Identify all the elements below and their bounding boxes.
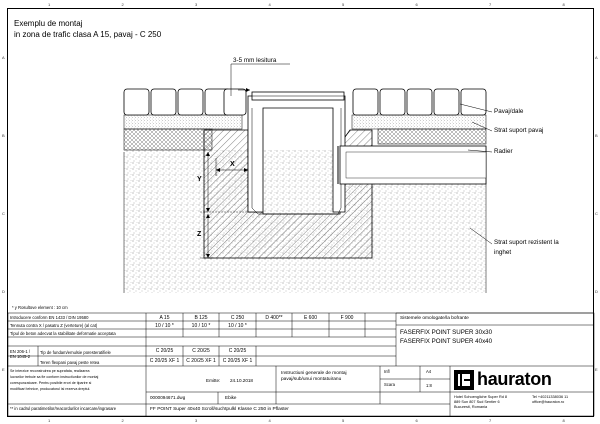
left-tick-B: B bbox=[2, 133, 5, 138]
top-tick-7: 7 bbox=[489, 2, 492, 7]
format-label: Infl bbox=[384, 369, 390, 374]
top-tick-1: 1 bbox=[48, 2, 51, 7]
top-tick-2: 2 bbox=[121, 2, 124, 7]
top-tick-6: 6 bbox=[415, 2, 418, 7]
emitted-date: 24.10.2018 bbox=[230, 378, 253, 383]
drawing-footnote: * y Rosultove element : 10 cm bbox=[12, 305, 68, 310]
left-tick-E: E bbox=[2, 367, 5, 372]
product-line1: FASERFIX POINT SUPER 30x30 bbox=[400, 329, 493, 336]
legal-note-0: Se interzice reconstruirea pe suprafata, realizarea bbox=[10, 369, 90, 373]
class-5: F 900 bbox=[340, 315, 354, 321]
bottom-caption: FF POINT Super 40x40 Scroll/suchtpulkl Klasse C 250 in Pflaster bbox=[150, 407, 289, 412]
row4-value-0: C 20/25 bbox=[155, 348, 174, 354]
callout-pavaj: Pavaj/dale bbox=[494, 108, 524, 115]
scale-label: Scara bbox=[384, 382, 395, 387]
instructions-line1: Instructiuni generale de montaj bbox=[281, 371, 347, 376]
bottom-tick-2: 2 bbox=[121, 418, 124, 423]
row5-value-2: C 20/25 XF 1 bbox=[222, 358, 253, 364]
row4-label: Tip de fundam/emulsie poresteratifiele bbox=[40, 350, 111, 355]
product-header: Sistemele omologate/la bofrante bbox=[400, 316, 469, 321]
dimension-y-label: Y bbox=[197, 176, 202, 183]
legal-note-3: modificari tehnice, producatorul isi rezerva dreptul. bbox=[10, 387, 91, 391]
row3-label: Tipul de beton adecvat la stabilitate deformatie acceptata bbox=[10, 331, 116, 336]
top-tick-8: 8 bbox=[562, 2, 565, 7]
bottom-tick-4: 4 bbox=[268, 418, 271, 423]
contact-line-1: office@hauraton.ro bbox=[532, 400, 565, 404]
top-tick-3: 3 bbox=[195, 2, 198, 7]
row5-value-1: C 20/25 XF 1 bbox=[186, 358, 216, 364]
address-line-2: Bucuresti, Romania bbox=[454, 405, 488, 409]
top-tick-5: 5 bbox=[342, 2, 345, 7]
dimension-x-label: X bbox=[230, 161, 235, 168]
row4-code: EN 206-1 / EN 1045-2 bbox=[10, 349, 31, 359]
row2-value-1: 10 / 10 * bbox=[191, 323, 211, 329]
callout-radier: Radier bbox=[494, 148, 513, 155]
drawing-number: 0000094671.dwg bbox=[150, 395, 186, 400]
right-tick-A: A bbox=[595, 55, 598, 60]
class-2: C 250 bbox=[230, 315, 245, 321]
right-tick-D: D bbox=[595, 289, 598, 294]
bottom-tick-6: 6 bbox=[415, 418, 418, 423]
class-0: A 15 bbox=[159, 315, 170, 321]
legal-note-2: corespunzatoare. Pentru posibile erori de tiparire si bbox=[10, 381, 92, 385]
callout-strat-suport-pavaj: Strat suport pavaj bbox=[494, 127, 544, 134]
hauraton-brand: hauraton bbox=[477, 369, 552, 389]
bottom-tick-8: 8 bbox=[562, 418, 565, 423]
row5-value-0: C 20/25 XF 1 bbox=[149, 358, 180, 364]
callout-strat-suport-line2: inghet bbox=[494, 249, 512, 256]
scale-value: 1:8 bbox=[426, 383, 432, 388]
row2-value-0: 10 / 10 * bbox=[155, 323, 174, 329]
right-tick-C: C bbox=[595, 211, 598, 216]
address-line-1: 889 Sun 807 Sud Sentier 6 bbox=[454, 400, 500, 404]
class-4: E 600 bbox=[303, 315, 318, 321]
footnote-2: ** in cadrul paratimetilor/reacordurilor incarcare/ingrasare bbox=[10, 406, 117, 411]
left-tick-C: C bbox=[2, 211, 5, 216]
bottom-tick-5: 5 bbox=[342, 418, 345, 423]
left-tick-D: D bbox=[2, 289, 5, 294]
sheet-title-line1: Exemplu de montaj bbox=[14, 19, 83, 28]
product-line2: FASERFIX POINT SUPER 40x40 bbox=[400, 338, 493, 345]
top-tick-4: 4 bbox=[268, 2, 271, 7]
left-tick-A: A bbox=[2, 55, 5, 60]
right-tick-B: B bbox=[595, 133, 598, 138]
address-line-0: Hotel Schoengliche Super Rd 8 bbox=[454, 395, 507, 399]
row4-value-1: C 20/25 bbox=[192, 348, 210, 354]
bottom-tick-3: 3 bbox=[195, 418, 198, 423]
emitted-label: Emitte: bbox=[206, 378, 221, 383]
hauraton-logo-mark bbox=[454, 370, 474, 390]
bottom-tick-7: 7 bbox=[489, 418, 492, 423]
row2-value-2: 10 / 10 * bbox=[228, 323, 247, 329]
right-tick-E: E bbox=[595, 367, 598, 372]
dimension-z-label: Z bbox=[197, 231, 202, 238]
class-1: B 125 bbox=[194, 315, 208, 321]
class-3: D 400** bbox=[265, 315, 283, 321]
callout-strat-suport-line1: Strat suport rezistent la bbox=[494, 239, 559, 246]
sheet-title-line2: in zona de trafic clasa A 15, pavaj - C 250 bbox=[14, 30, 162, 39]
legal-note-1: lucrarilor trebuie sa fie conform instructiunilor de montaj bbox=[10, 375, 99, 379]
bottom-tick-1: 1 bbox=[48, 418, 51, 423]
gap-label: 3-5 mm lesitura bbox=[233, 57, 277, 64]
row1-label: Introducere conform EN 1433 / DIN 19580 bbox=[10, 315, 89, 320]
contact-line-0: Tel +40211338036 11 bbox=[532, 395, 569, 399]
instructions-line2: pavaj/sub/unui montatuiranu bbox=[281, 377, 342, 382]
format-value: A4 bbox=[426, 369, 432, 374]
row2-label: Tennuta contra X / pasatru Z (verteture) (al cat) bbox=[10, 323, 98, 328]
row4-value-2: C 20/25 bbox=[228, 348, 247, 354]
author: Ebike bbox=[225, 395, 237, 400]
row5-label: Teren flexpani pavaj peste retea bbox=[40, 360, 100, 365]
